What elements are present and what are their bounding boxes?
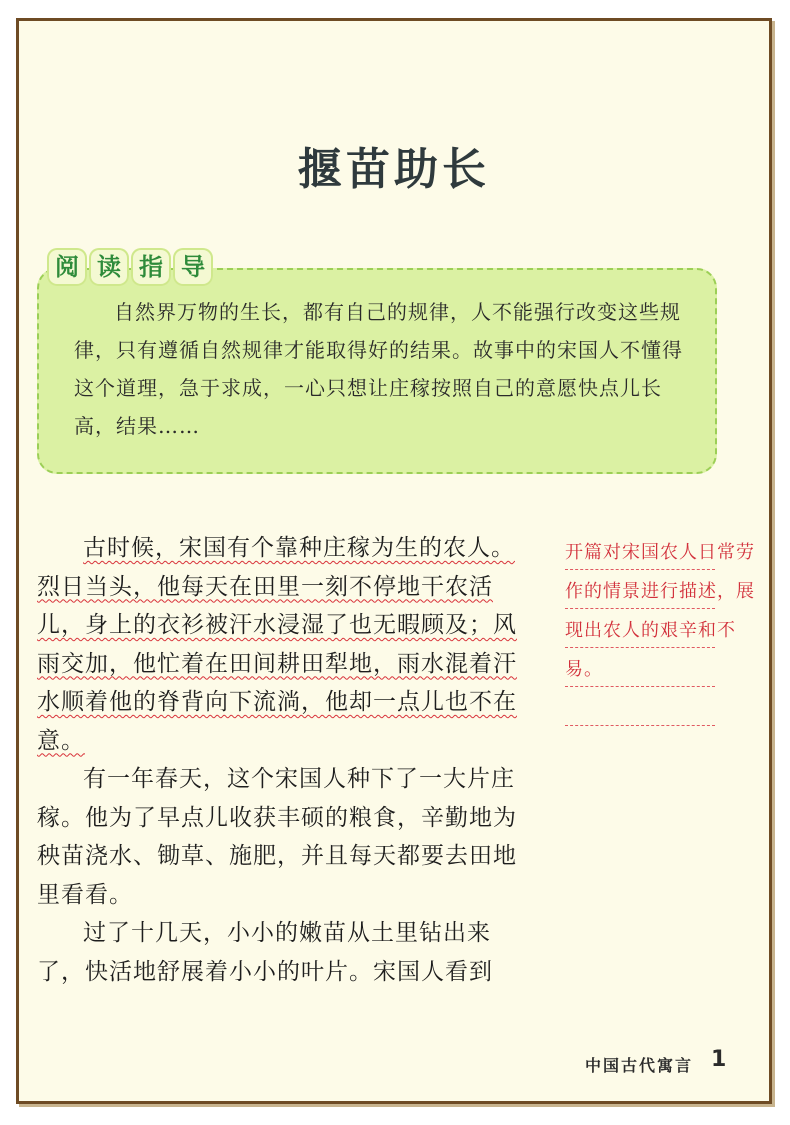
book-title-footer: 中国古代寓言 xyxy=(584,1056,693,1075)
story-paragraph-2: 有一年春天，这个宋国人种下了一大片庄稼。他为了早点儿收获丰硕的粮食，辛勤地为秧苗浇水、锄草、施肥，并且每天都要去田地里看看。 xyxy=(37,766,517,908)
annotation-divider xyxy=(565,725,715,726)
story-text xyxy=(37,529,527,991)
guide-label-char: 指 xyxy=(131,248,171,286)
margin-annotation: 开篇对宋国农人日常劳作的情景进行描述，展现出农人的艰辛和不易。 xyxy=(565,542,755,680)
guide-paragraph: 自然界万物的生长，都有自己的规律，人不能强行改变这些规律，只有遵循自然规律才能取得好的结果。故事中的宋国人不懂得这个道理，急于求成，一心只想让庄稼按照自己的意愿快点儿长高，结果…… xyxy=(74,300,683,438)
guide-label-char: 阅 xyxy=(47,248,87,286)
guide-label-char: 导 xyxy=(173,248,213,286)
annotation-divider xyxy=(565,686,715,687)
reading-guide-label xyxy=(47,248,213,286)
story-paragraph-3: 过了十几天，小小的嫩苗从土里钻出来了，快活地舒展着小小的叶片。宋国人看到 xyxy=(37,920,493,985)
book-page xyxy=(16,18,772,1104)
annotation-divider xyxy=(565,608,715,609)
page-title: 揠苗助长 xyxy=(298,144,490,195)
reading-guide-text xyxy=(74,293,694,445)
story-paragraph-1 xyxy=(37,529,527,760)
guide-label-char: 读 xyxy=(89,248,129,286)
annotation-divider xyxy=(565,569,715,570)
underlined-passage: 古时候，宋国有个靠种庄稼为生的农人。烈日当头，他每天在田里一刻不停地干农活儿，身上的衣衫被汗水浸湿了也无暇顾及；风雨交加，他忙着在田间耕田犁地，雨水混着汗水顺着他的脊背向下流淌，他却一点儿也不在意。 xyxy=(37,535,517,754)
page-number: 1 xyxy=(711,1047,727,1072)
annotation-divider xyxy=(565,647,715,648)
